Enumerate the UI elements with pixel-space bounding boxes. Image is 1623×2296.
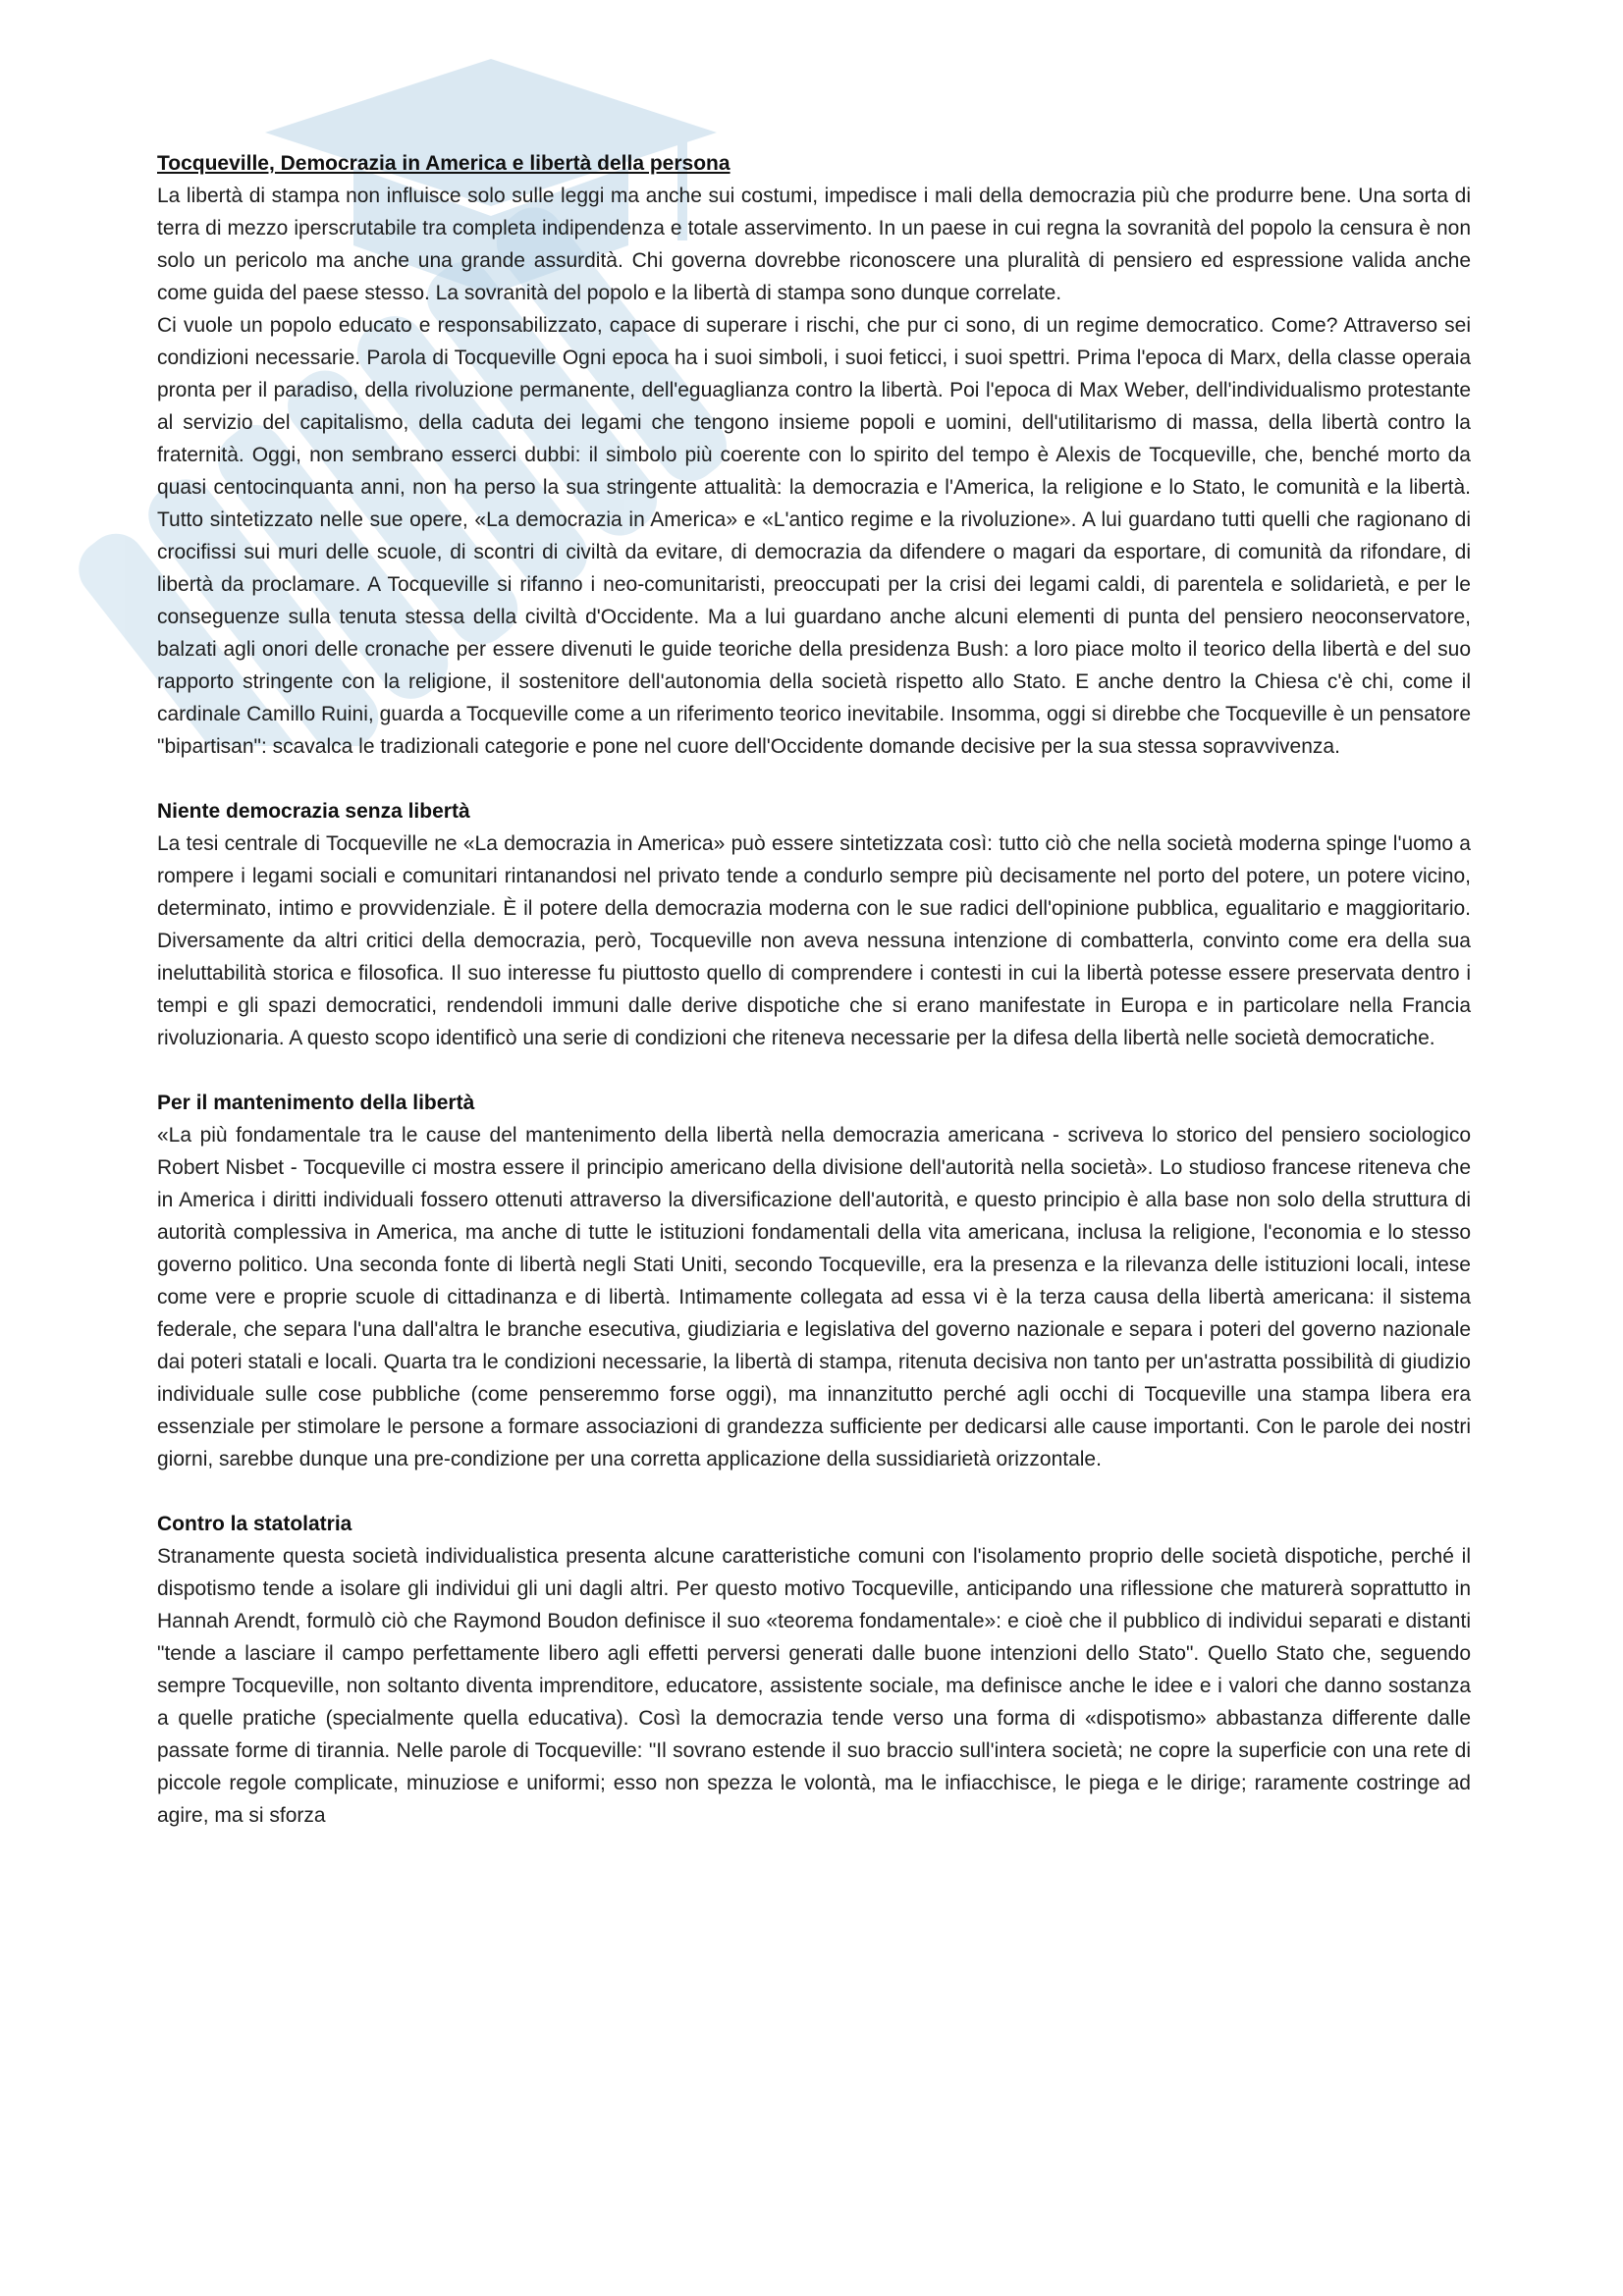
intro-paragraph: La libertà di stampa non influisce solo sulle leggi ma anche sui costumi, impedisce i mali della democrazia più che produrre bene. Una sorta di terra di mezzo iperscrutabile tra completa indipendenza e totale asservimento. In un paese in cui regna la sovranità del popolo la censura è non solo un pericolo ma anche una grande assurdità. Chi governa dovrebbe riconoscere una pluralità di pensiero ed espressione valida anche come guida del paese stesso. La sovranità del popolo e la libertà di stampa sono dunque correlate.	[157, 185, 1471, 304]
section-paragraph: «La più fondamentale tra le cause del mantenimento della libertà nella democrazia americana - scriveva lo storico del pensiero sociologico Robert Nisbet - Tocqueville ci mostra essere il principio americano della divisione dell'autorità nella società». Lo studioso francese riteneva che in America i diritti individuali fossero ottenuti attraverso la diversificazione dell'autorità, e questo principio è alla base non solo della struttura di autorità complessiva in America, ma anche di tutte le istituzioni fondamentali della vita americana, inclusa la religione, l'economia e lo stesso governo politico. Una seconda fonte di libertà negli Stati Uniti, secondo Tocqueville, era la presenza e la rilevanza delle istituzioni locali, intese come vere e proprie scuole di cittadinanza e di libertà. Intimamente collegata ad essa vi è la terza causa della libertà americana: il sistema federale, che separa l'una dall'altra le branche esecutiva, giudiziaria e legislativa del governo nazionale e separa i poteri del governo nazionale dai poteri statali e locali. Quarta tra le condizioni necessarie, la libertà di stampa, ritenuta decisiva non tanto per un'astratta possibilità di giudizio individuale sulle cose pubbliche (come penseremmo forse oggi), ma innanzitutto perché agli occhi di Tocqueville una stampa libera era essenziale per stimolare le persone a formare associazioni di grandezza sufficiente per dedicarsi alle cause importanti. Con le parole dei nostri giorni, sarebbe dunque una pre-condizione per una corretta applicazione della sussidiarietà orizzontale.	[157, 1124, 1471, 1470]
section-heading: Per il mantenimento della libertà	[157, 1092, 475, 1114]
intro-section	[157, 147, 1471, 763]
document-title: Tocqueville, Democrazia in America e libertà della persona	[157, 152, 730, 175]
intro-paragraph: Ci vuole un popolo educato e responsabilizzato, capace di superare i rischi, che pur ci sono, di un regime democratico. Come? Attraverso sei condizioni necessarie. Parola di Tocqueville Ogni epoca ha i suoi simboli, i suoi feticci, i suoi spettri. Prima l'epoca di Marx, della classe operaia pronta per il paradiso, della rivoluzione permanente, dell'eguaglianza contro la libertà. Poi l'epoca di Max Weber, dell'individualismo protestante al servizio del capitalismo, della caduta dei legami che tengono insieme popoli e uomini, dell'utilitarismo di massa, della libertà contro la fraternità. Oggi, non sembrano esserci dubbi: il simbolo più coerente con lo spirito del tempo è Alexis de Tocqueville, che, benché morto da quasi centocinquanta anni, non ha perso la sua stringente attualità: la democrazia e l'America, la religione e lo Stato, le comunità e la libertà. Tutto sintetizzato nelle sue opere, «La democrazia in America» e «L'antico regime e la rivoluzione». A lui guardano tutti quelli che ragionano di crocifissi sui muri delle scuole, di scontri di civiltà da evitare, di democrazia da difendere o magari da esportare, di comunità da rifondare, di libertà da proclamare. A Tocqueville si rifanno i neo-comunitaristi, preoccupati per la crisi dei legami caldi, di parentela e solidarietà, e per le conseguenze sulla tenuta stessa della civiltà d'Occidente. Ma a lui guardano anche alcuni elementi di punta del pensiero neoconservatore, balzati agli onori delle cronache per essere divenuti le guide teoriche della presidenza Bush: a loro piace molto il teorico della libertà e del suo rapporto stringente con la religione, il sostenitore dell'autonomia della società rispetto allo Stato. E anche dentro la Chiesa c'è chi, come il cardinale Camillo Ruini, guarda a Tocqueville come a un riferimento teorico inevitabile. Insomma, oggi si direbbe che Tocqueville è un pensatore "bipartisan": scavalca le tradizionali categorie e pone nel cuore dell'Occidente domande decisive per la sua stessa sopravvivenza.	[157, 314, 1471, 758]
section-heading: Niente democrazia senza libertà	[157, 800, 470, 823]
section-niente-democrazia	[157, 795, 1471, 1054]
document-body	[157, 147, 1471, 1864]
section-paragraph: La tesi centrale di Tocqueville ne «La democrazia in America» può essere sintetizzata così: tutto ciò che nella società moderna spinge l'uomo a rompere i legami sociali e comunitari rintanandosi nel privato tende a condurlo sempre più decisamente nel porto del potere, un potere vicino, determinato, intimo e provvidenziale. È il potere della democrazia moderna con le sue radici dell'opinione pubblica, egualitario e maggioritario. Diversamente da altri critici della democrazia, però, Tocqueville non aveva nessuna intenzione di combatterla, convinto come era della sua ineluttabilità storica e filosofica. Il suo interesse fu piuttosto quello di comprendere i contesti in cui la libertà potesse essere preservata dentro i tempi e gli spazi democratici, rendendoli immuni dalle derive dispotiche che si erano manifestate in Europa e in particolare nella Francia rivoluzionaria. A questo scopo identificò una serie di condizioni che riteneva necessarie per la difesa della libertà nelle società democratiche.	[157, 832, 1471, 1049]
section-mantenimento-liberta	[157, 1087, 1471, 1475]
section-contro-statolatria	[157, 1508, 1471, 1832]
section-paragraph: Stranamente questa società individualistica presenta alcune caratteristiche comuni con l'isolamento proprio delle società dispotiche, perché il dispotismo tende a isolare gli individui gli uni dagli altri. Per questo motivo Tocqueville, anticipando una riflessione che maturerà soprattutto in Hannah Arendt, formulò ciò che Raymond Boudon definisce il suo «teorema fondamentale»: e cioè che il pubblico di individui separati e distanti "tende a lasciare il campo perfettamente libero agli effetti perversi generati dalle buone intenzioni dello Stato". Quello Stato che, seguendo sempre Tocqueville, non soltanto diventa imprenditore, educatore, assistente sociale, ma definisce anche le idee e i valori che danno sostanza a quelle pratiche (specialmente quella educativa). Così la democrazia tende verso una forma di «dispotismo» abbastanza differente dalle passate forme di tirannia. Nelle parole di Tocqueville: "Il sovrano estende il suo braccio sull'intera società; ne copre la superficie con una rete di piccole regole complicate, minuziose e uniformi; esso non spezza le volontà, ma le infiacchisce, le piega e le dirige; raramente costringe ad agire, ma si sforza	[157, 1545, 1471, 1827]
section-heading: Contro la statolatria	[157, 1513, 352, 1535]
